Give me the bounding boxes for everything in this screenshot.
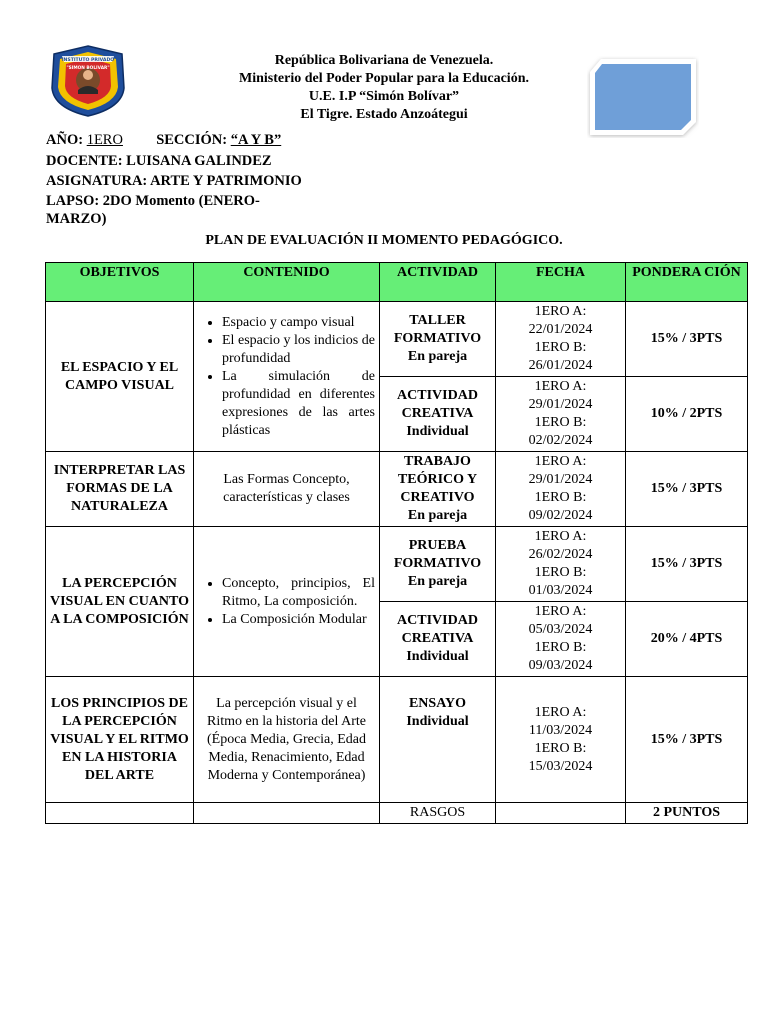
date-cell: [496, 302, 626, 377]
header-objetivos: OBJETIVOS: [46, 263, 194, 302]
logo-top-text: INSTITUTO PRIVADO: [61, 58, 115, 63]
year-value: 1ERO: [86, 132, 123, 148]
course-info: [46, 130, 302, 228]
date-cell: [496, 677, 626, 803]
activity-title: TRABAJO TEÓRICO Y CREATIVO: [397, 454, 478, 505]
date-label: 1ERO B:: [534, 490, 587, 505]
plan-title: PLAN DE EVALUACIÓN II MOMENTO PEDAGÓGICO.: [205, 233, 563, 248]
activity-title: ENSAYO: [408, 696, 467, 711]
date-cell: [496, 452, 626, 527]
date-value: 26/02/2024: [528, 547, 593, 562]
activity-cell: [380, 452, 496, 527]
logo-name-text: "SIMON BOLIVAR": [66, 66, 110, 71]
date-label: 1ERO B:: [534, 565, 587, 580]
date-label: 1ERO B:: [534, 740, 587, 756]
date-label: 1ERO A:: [534, 704, 587, 720]
header-actividad: ACTIVIDAD: [380, 263, 496, 302]
header-line-ministry: Ministerio del Poder Popular para la Educación.: [239, 71, 529, 86]
period-line: LAPSO: 2DO Momento (ENERO-MARZO): [46, 192, 260, 227]
weight-cell: 15% / 3PTS: [626, 527, 748, 602]
header-contenido: CONTENIDO: [194, 263, 380, 302]
date-value: 11/03/2024: [528, 722, 593, 738]
date-label: 1ERO B:: [534, 415, 587, 430]
header-line-school: U.E. I.P “Simón Bolívar”: [308, 89, 460, 104]
activity-mode: Individual: [406, 424, 469, 439]
empty-cell: [194, 803, 380, 824]
year-section-row: [46, 130, 302, 151]
content-cell: La percepción visual y el Ritmo en la historia del Arte (Época Media, Grecia, Edad Media, Renacimiento, Edad Moderna y Contemporánea): [194, 677, 380, 803]
weight-cell: 15% / 3PTS: [626, 452, 748, 527]
year-label: AÑO:: [46, 132, 84, 148]
date-label: 1ERO A:: [534, 304, 587, 319]
objective-cell: INTERPRETAR LAS FORMAS DE LA NATURALEZA: [46, 452, 194, 527]
content-item: • La Composición Modular: [222, 611, 375, 629]
date-value: 09/02/2024: [528, 508, 593, 523]
activity-mode: En pareja: [407, 574, 468, 589]
activity-cell: [380, 527, 496, 602]
table-header-row: [46, 263, 748, 302]
activity-mode: Individual: [406, 649, 469, 664]
table-row: [46, 677, 748, 803]
date-label: 1ERO A:: [534, 529, 587, 544]
date-cell: [496, 377, 626, 452]
activity-mode: En pareja: [407, 508, 468, 523]
evaluation-table: [45, 262, 748, 824]
activity-cell: [380, 377, 496, 452]
objective-cell: LOS PRINCIPIOS DE LA PERCEPCIÓN VISUAL Y EL RITMO EN LA HISTORIA DEL ARTE: [46, 677, 194, 803]
empty-cell: [46, 803, 194, 824]
date-value: 29/01/2024: [528, 397, 593, 412]
activity-title: ACTIVIDAD CREATIVA: [397, 388, 478, 421]
weight-cell: 10% / 2PTS: [626, 377, 748, 452]
header-line-location: El Tigre. Estado Anzoátegui: [300, 107, 468, 122]
activity-mode: En pareja: [407, 349, 468, 364]
content-item: • Concepto, principios, El Ritmo, La composición.: [222, 575, 375, 611]
activity-cell: [380, 602, 496, 677]
date-value: 15/03/2024: [528, 758, 593, 774]
header-ponderacion: PONDERA CIÓN: [626, 263, 748, 302]
date-value: 01/03/2024: [528, 583, 593, 598]
table-row: [46, 452, 748, 527]
content-cell: Las Formas Concepto, características y clases: [194, 452, 380, 527]
activity-cell: [380, 302, 496, 377]
date-label: 1ERO A:: [534, 379, 587, 394]
table-row: [46, 302, 748, 377]
activity-title: PRUEBA FORMATIVO: [393, 538, 482, 571]
weight-cell: 15% / 3PTS: [626, 677, 748, 803]
date-label: 1ERO A:: [534, 604, 587, 619]
content-item: • La simulación de profundidad en diferentes expresiones de las artes plásticas: [222, 368, 375, 440]
section-label: SECCIÓN:: [156, 132, 228, 148]
empty-cell: [496, 803, 626, 824]
date-label: 1ERO A:: [534, 454, 587, 469]
date-value: 29/01/2024: [528, 472, 593, 487]
rasgos-cell: RASGOS: [380, 803, 496, 824]
rasgos-weight-cell: 2 PUNTOS: [626, 803, 748, 824]
date-cell: [496, 527, 626, 602]
objective-cell: EL ESPACIO Y EL CAMPO VISUAL: [46, 302, 194, 452]
weight-cell: 15% / 3PTS: [626, 302, 748, 377]
weight-cell: 20% / 4PTS: [626, 602, 748, 677]
date-cell: [496, 602, 626, 677]
date-value: 05/03/2024: [528, 622, 593, 637]
content-item: • El espacio y los indicios de profundidad: [222, 332, 375, 368]
section-value: “A Y B”: [230, 132, 282, 148]
subject-line: ASIGNATURA: ARTE Y PATRIMONIO: [46, 173, 302, 189]
activity-cell: [380, 677, 496, 803]
content-cell: [194, 527, 380, 677]
date-value: 22/01/2024: [528, 322, 593, 337]
activity-title: ACTIVIDAD CREATIVA: [397, 613, 478, 646]
teacher-line: DOCENTE: LUISANA GALINDEZ: [46, 152, 272, 169]
header-line-republic: República Bolivariana de Venezuela.: [274, 53, 494, 68]
objective-cell: LA PERCEPCIÓN VISUAL EN CUANTO A LA COMPOSICIÓN: [46, 527, 194, 677]
table-footer-row: [46, 803, 748, 824]
date-value: 26/01/2024: [528, 358, 593, 373]
decorative-blue-shape: [587, 56, 699, 138]
date-label: 1ERO B:: [534, 640, 587, 655]
header-fecha: FECHA: [496, 263, 626, 302]
activity-title: TALLER FORMATIVO: [393, 313, 482, 346]
table-row: [46, 527, 748, 602]
content-item: • Espacio y campo visual: [222, 314, 375, 332]
date-value: 02/02/2024: [528, 433, 593, 448]
date-value: 09/03/2024: [528, 658, 593, 673]
content-cell: [194, 302, 380, 452]
date-label: 1ERO B:: [534, 340, 587, 355]
activity-mode: Individual: [406, 714, 469, 729]
